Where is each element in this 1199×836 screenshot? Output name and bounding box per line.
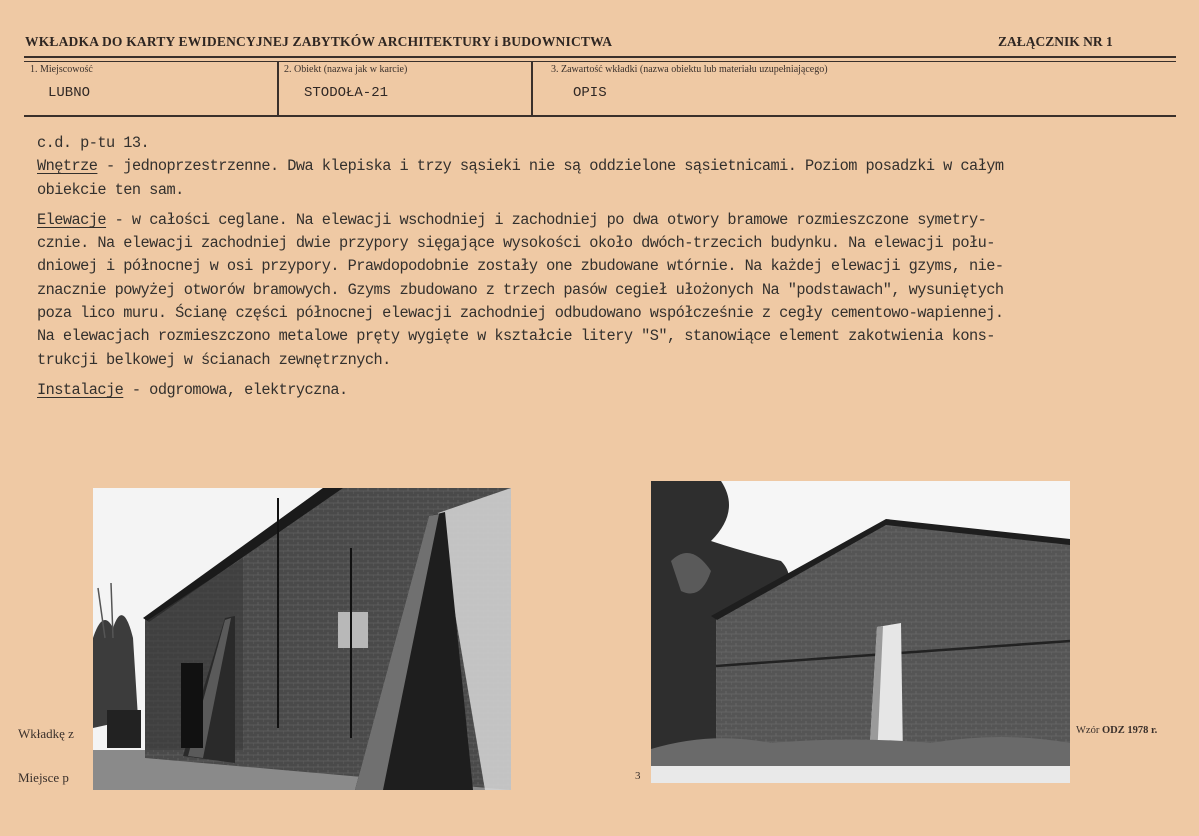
description-text bbox=[37, 132, 1197, 402]
interior-line: obiekcie ten sam. bbox=[37, 180, 184, 199]
fields-bottom-rule bbox=[24, 115, 1176, 117]
field-label: 2. Obiekt (nazwa jak w karcie) bbox=[284, 64, 408, 75]
field-divider bbox=[531, 62, 533, 115]
footer-label-insert: Wkładkę z bbox=[18, 726, 74, 741]
interior-heading: Wnętrze bbox=[37, 157, 98, 176]
field-label: 1. Miejscowość bbox=[30, 64, 93, 75]
field-divider bbox=[277, 62, 279, 115]
form-code: Wzór ODZ 1978 r. bbox=[1076, 725, 1158, 736]
elevation-line: Na elewacjach rozmieszczono metalowe pręty wygięte w kształcie litery "S", stanowiące element zakotwienia kons- bbox=[37, 327, 995, 346]
photo-west-elevation bbox=[93, 488, 511, 790]
elevation-line: cznie. Na elewacji zachodniej dwie przypory sięgające wysokości około dwóch-trzecich budynku. Na elewacji połu- bbox=[37, 234, 995, 253]
elevation-line: poza lico muru. Ścianę części północnej elewacji zachodniej odbudowano współcześnie z cegły cementowo-wapiennej. bbox=[37, 304, 1004, 323]
installations-line: Instalacje - odgromowa, elektryczna. bbox=[37, 380, 348, 399]
field-label: 3. Zawartość wkładki (nazwa obiektu lub materiału uzupełniającego) bbox=[551, 64, 828, 75]
installations-heading: Instalacje bbox=[37, 380, 124, 399]
field-content bbox=[551, 64, 828, 101]
field-place bbox=[30, 64, 93, 101]
footer-label-place: Miejsce p bbox=[18, 770, 69, 785]
annex-number: ZAŁĄCZNIK NR 1 bbox=[998, 34, 1113, 49]
elevation-line: znacznie powyżej otworów bramowych. Gzyms zbudowano z trzech pasów cegieł ułożonych Na "podstawach", wysuniętych bbox=[37, 280, 1004, 299]
header-rule bbox=[24, 56, 1176, 58]
interior-line: Wnętrze - jednoprzestrzenne. Dwa klepiska i trzy sąsieki nie są oddzielone sąsietnicami. Poziom posadzki w całym bbox=[37, 157, 1004, 176]
page-mark: 3 bbox=[635, 770, 641, 782]
elevation-line: trukcji belkowej w ścianach zewnętrznych. bbox=[37, 350, 391, 369]
continuation-line: c.d. p-tu 13. bbox=[37, 134, 150, 152]
elevation-line: Elewacje - w całości ceglane. Na elewacji wschodniej i zachodniej po dwa otwory bramowe rozmieszczone symetry- bbox=[37, 210, 987, 229]
photo-south-elevation bbox=[651, 481, 1070, 783]
field-value: STODOŁA-21 bbox=[304, 85, 389, 101]
elevation-heading: Elewacje bbox=[37, 210, 107, 229]
field-value: OPIS bbox=[573, 85, 607, 101]
field-value: LUBNO bbox=[48, 85, 91, 101]
field-object bbox=[284, 64, 407, 101]
form-title: WKŁADKA DO KARTY EWIDENCYJNEJ ZABYTKÓW ARCHITEKTURY i BUDOWNICTWA bbox=[25, 34, 613, 49]
header-rule-thin bbox=[24, 61, 1176, 62]
elevation-line: dniowej i północnej w osi przypory. Prawdopodobnie zostały one zbudowane wtórnie. Na każdej elewacji gzyms, nie- bbox=[37, 257, 1004, 276]
